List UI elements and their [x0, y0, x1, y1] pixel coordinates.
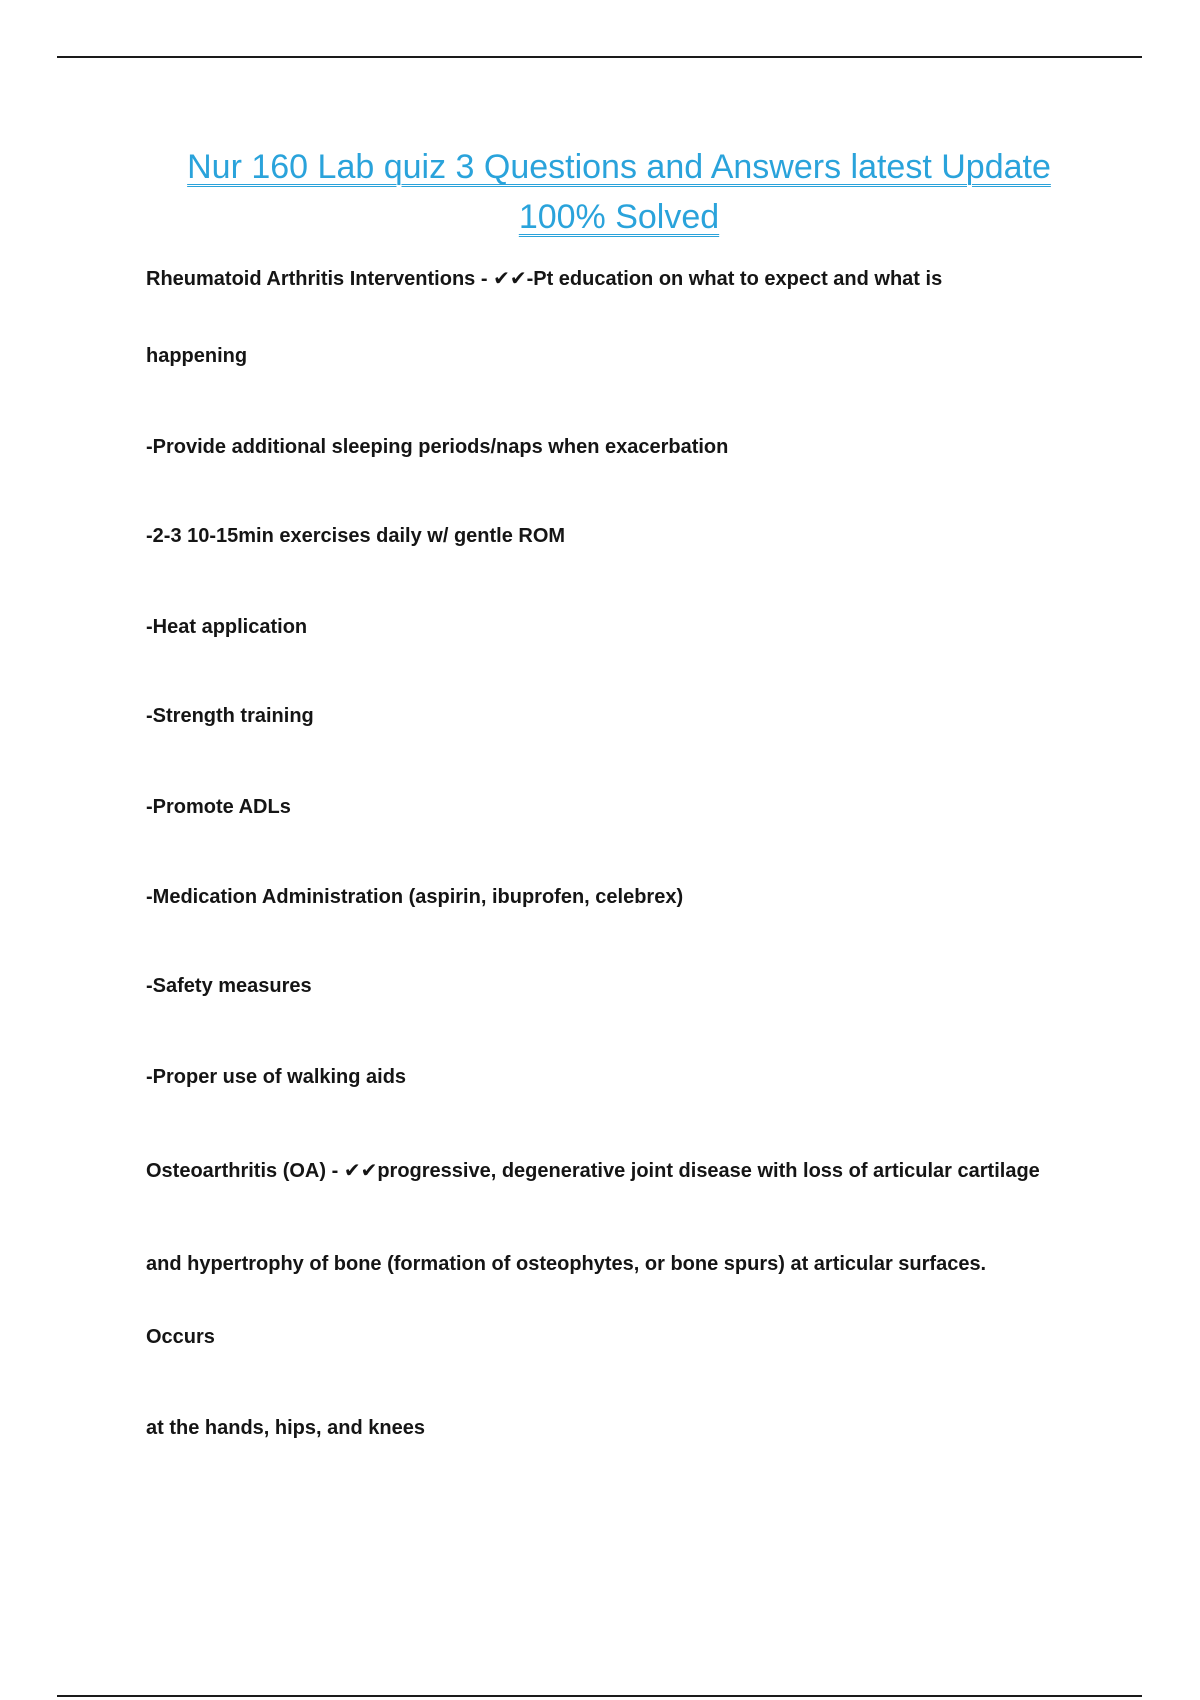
qa1-item: -Promote ADLs — [146, 796, 291, 818]
qa1-answer-first: -Pt education on what to expect and what is — [526, 268, 943, 290]
qa1-question: Rheumatoid Arthritis Interventions - — [146, 268, 488, 290]
qa1-item: -Proper use of walking aids — [146, 1066, 407, 1088]
footer-rule — [57, 1695, 1142, 1697]
header-rule — [57, 56, 1142, 58]
qa2-question-line — [146, 1157, 1040, 1184]
title-line-2: 100% Solved — [518, 198, 720, 236]
qa2-answer-line: Occurs — [146, 1326, 215, 1348]
check-marks-icon: ✔✔ — [343, 1158, 378, 1182]
qa2-answer-line: and hypertrophy of bone (formation of osteophytes, or bone spurs) at articular surfaces. — [146, 1253, 987, 1275]
qa1-item: -Heat application — [146, 616, 308, 638]
qa2-question: Osteoarthritis (OA) - — [146, 1160, 339, 1182]
document-title[interactable] — [140, 142, 1098, 242]
qa1-item: -2-3 10-15min exercises daily w/ gentle ROM — [146, 525, 566, 547]
qa2-answer-line: at the hands, hips, and knees — [146, 1417, 425, 1439]
qa1-question-line — [146, 265, 942, 292]
check-marks-icon: ✔✔ — [493, 266, 527, 290]
qa2-answer-first: progressive, degenerative joint disease with loss of articular cartilage — [377, 1160, 1040, 1182]
title-line-1: Nur 160 Lab quiz 3 Questions and Answers latest Update — [187, 148, 1051, 186]
qa1-item: -Strength training — [146, 705, 314, 727]
qa1-answer-cont: happening — [146, 345, 248, 367]
qa1-item: -Medication Administration (aspirin, ibuprofen, celebrex) — [146, 886, 684, 908]
qa1-item: -Safety measures — [146, 975, 312, 997]
qa1-item: -Provide additional sleeping periods/naps when exacerbation — [146, 436, 729, 458]
